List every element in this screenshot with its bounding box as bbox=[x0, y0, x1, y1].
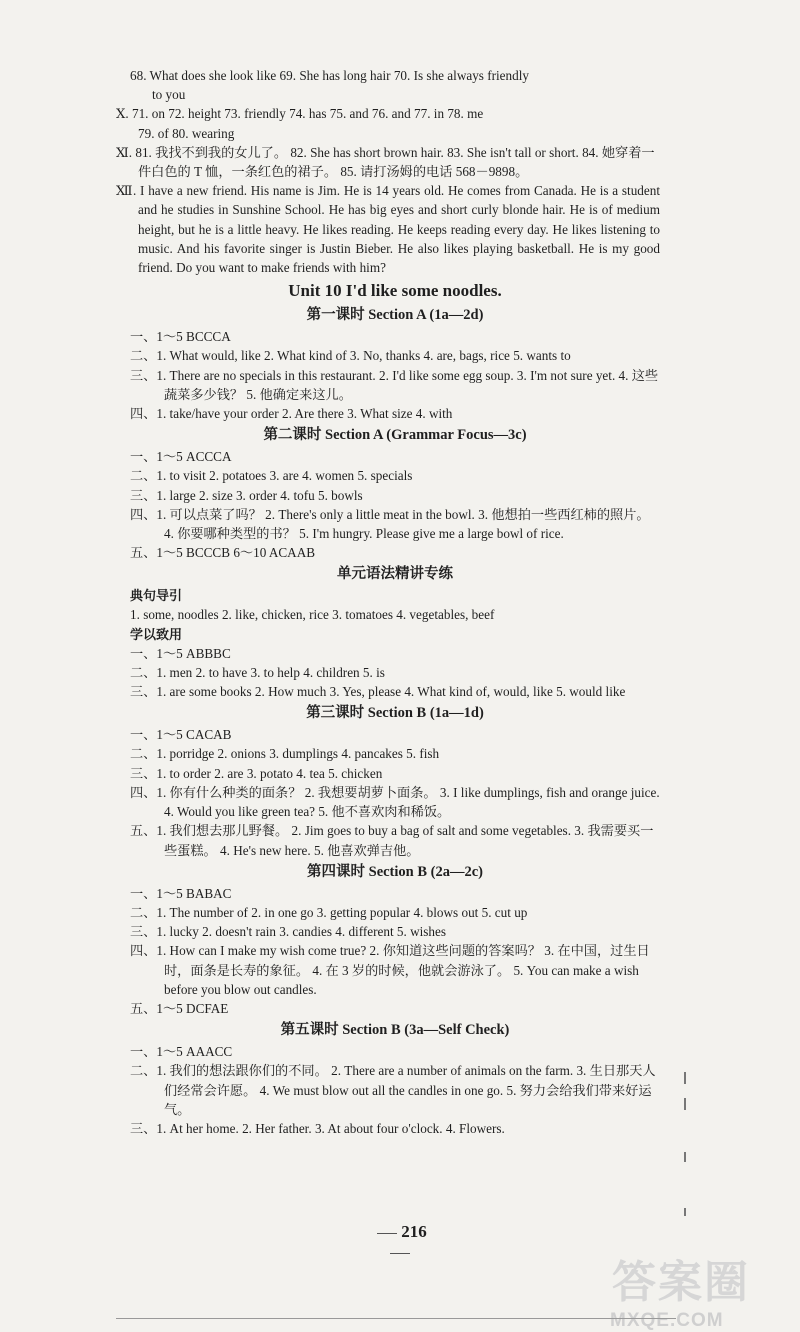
margin-mark bbox=[684, 1152, 686, 1162]
lesson-3-part-3: 三、1. to order 2. are 3. potato 4. tea 5. chicken bbox=[130, 765, 383, 781]
grammar-subhead-1: 典句导引 bbox=[130, 588, 183, 604]
lesson-3-title: 第三课时 Section B (1a—1d) bbox=[306, 705, 484, 722]
margin-mark bbox=[684, 1072, 686, 1084]
margin-mark bbox=[684, 1098, 686, 1110]
lesson-1-part-4: 四、1. take/have your order 2. Are there 3. What size 4. with bbox=[130, 406, 453, 422]
lesson-2-title: 第二课时 Section A (Grammar Focus—3c) bbox=[263, 427, 527, 444]
grammar-part-1: 一、1～5 ABBBC bbox=[130, 645, 231, 661]
grammar-subhead-2: 学以致用 bbox=[130, 626, 183, 642]
lesson-4-part-2: 二、1. The number of 2. in one go 3. getting popular 4. blows out 5. cut up bbox=[130, 904, 528, 920]
lesson-3-part-1: 一、1～5 CACAB bbox=[130, 727, 232, 743]
lesson-5-title: 第五课时 Section B (3a—Self Check) bbox=[280, 1022, 510, 1039]
lesson-2-part-4: 四、1. 可以点菜了吗？ 2. There's only a little meat in the bowl. 3. 他想拍一些西红柿的照片。 4. 你要哪种类型的书？ 5. I'm hungry. Please give me a large bowl of rice. bbox=[130, 506, 650, 542]
grammar-part-3: 三、1. are some books 2. How much 3. Yes, please 4. What kind of, would, like 5. would like bbox=[130, 684, 626, 700]
lesson-4-title: 第四课时 Section B (2a—2c) bbox=[307, 863, 483, 880]
page-number-dash-right bbox=[390, 1253, 410, 1254]
page-content bbox=[116, 66, 660, 1138]
lesson-4-part-3: 三、1. lucky 2. doesn't rain 3. candies 4. different 5. wishes bbox=[130, 924, 447, 940]
page-number-text: 216 bbox=[401, 1222, 427, 1241]
page-number-dash-left bbox=[377, 1233, 397, 1234]
lesson-4-part-4: 四、1. How can I make my wish come true? 2. 你知道这些问题的答案吗？ 3. 在中国，过生日时，面条是长寿的象征。 4. 在 3 岁的时候，他就会游泳了。 5. You can make a wish before you blow out candles. bbox=[130, 943, 650, 997]
lesson-5-part-3: 三、1. At her home. 2. Her father. 3. At about four o'clock. 4. Flowers. bbox=[130, 1120, 505, 1136]
grammar-part-2: 二、1. men 2. to have 3. to help 4. children 5. is bbox=[130, 664, 385, 680]
answer-line-68-cont: to you bbox=[152, 87, 186, 103]
lesson-2-part-2: 二、1. to visit 2. potatoes 3. are 4. women 5. specials bbox=[130, 468, 413, 484]
lesson-3-part-2: 二、1. porridge 2. onions 3. dumplings 4. pancakes 5. fish bbox=[130, 746, 440, 762]
lesson-3-part-5: 五、1. 我们想去那儿野餐。 2. Jim goes to buy a bag of salt and some vegetables. 3. 我需要买一些蛋糕。 4. He's new here. 5. 他喜欢弹吉他。 bbox=[130, 823, 654, 858]
grammar-title: 单元语法精讲专练 bbox=[337, 566, 453, 583]
lesson-5-part-2: 二、1. 我们的想法跟你们的不同。 2. There are a number of animals on the farm. 3. 生日那天人们经常会许愿。 4. We must blow out all the candles in one go. 5. 努力会给我们带来好运气。 bbox=[130, 1063, 656, 1117]
lesson-5-part-1: 一、1～5 AAACC bbox=[130, 1044, 233, 1060]
section-xi: Ⅺ. 81. 我找不到我的女儿了。 82. She has short brown hair. 83. She isn't tall or short. 84. 她穿着一件白色的 T 恤，一条红色的裙子。 85. 请打汤姆的电话 568－9898。 bbox=[116, 144, 655, 180]
watermark-logo: 答案圈 bbox=[612, 1257, 750, 1308]
footer-rule bbox=[116, 1318, 676, 1319]
section-x-line1: Ⅹ. 71. on 72. height 73. friendly 74. has 75. and 76. and 77. in 78. me bbox=[116, 106, 484, 122]
unit-title: Unit 10 I'd like some noodles. bbox=[288, 281, 502, 301]
lesson-3-part-4: 四、1. 你有什么种类的面条？ 2. 我想要胡萝卜面条。 3. I like dumplings, fish and orange juice. 4. Would you like green tea? 5. 他不喜欢肉和稀饭。 bbox=[130, 784, 660, 820]
section-xii-essay: Ⅻ. I have a new friend. His name is Jim. He is 14 years old. He comes from Canada. He is a student and he studies in Sunshine School. He has big eyes and short curly blonde hair. He is of medium height, but he is a little heavy. He likes reading. He keeps reading every day. He likes listening to music. And his favorite singer is Justin Bieber. He also likes playing basketball. He is my good friend. Do you want to make friends with him? bbox=[116, 183, 660, 276]
lesson-2-part-5: 五、1～5 BCCCB 6～10 ACAAB bbox=[130, 545, 316, 561]
lesson-2-part-3: 三、1. large 2. size 3. order 4. tofu 5. bowls bbox=[130, 487, 363, 503]
lesson-2-part-1: 一、1～5 ACCCA bbox=[130, 449, 232, 465]
lesson-4-part-1: 一、1～5 BABAC bbox=[130, 885, 232, 901]
answer-line-68: 68. What does she look like 69. She has long hair 70. Is she always friendly bbox=[130, 68, 529, 83]
lesson-4-part-5: 五、1～5 DCFAE bbox=[130, 1000, 229, 1016]
lesson-1-title: 第一课时 Section A (1a—2d) bbox=[306, 307, 484, 324]
lesson-1-part-3: 三、1. There are no specials in this restaurant. 2. I'd like some egg soup. 3. I'm not sure yet. 4. 这些蔬菜多少钱？ 5. 他确定来这儿。 bbox=[130, 367, 659, 402]
section-x-line2: 79. of 80. wearing bbox=[138, 125, 235, 141]
watermark-url: MXQE.COM bbox=[610, 1310, 724, 1331]
grammar-sentences: 1. some, noodles 2. like, chicken, rice 3. tomatoes 4. vegetables, beef bbox=[130, 607, 495, 623]
lesson-1-part-1: 一、1～5 BCCCA bbox=[130, 329, 231, 345]
lesson-1-part-2: 二、1. What would, like 2. What kind of 3. No, thanks 4. are, bags, rice 5. wants to bbox=[130, 348, 571, 364]
page-number bbox=[360, 1222, 440, 1262]
margin-mark bbox=[684, 1208, 686, 1216]
